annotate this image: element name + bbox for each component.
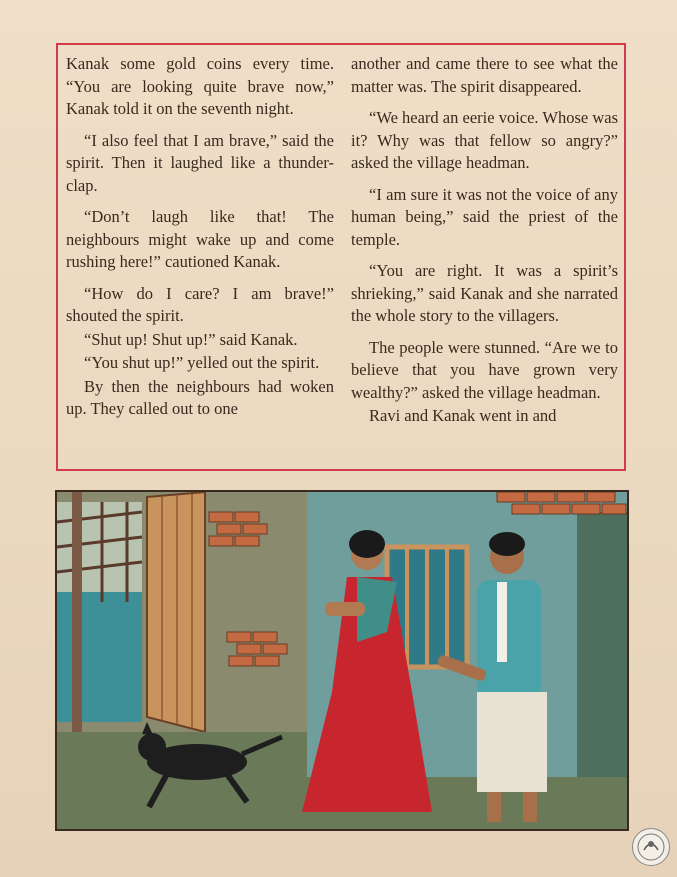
right-column — [351, 53, 618, 437]
paragraph: “You are right. It was a spirit’s shrieking,” said Kanak and she narrated the whole story to the villagers. — [351, 261, 618, 325]
left-column — [66, 53, 334, 430]
tree-trunk — [72, 492, 82, 732]
paragraph: The people were stunned. “Are we to believe that you have grown very wealthy?” asked the village headman. — [351, 337, 618, 402]
paragraph: “I also feel that I am brave,” said the spirit. Then it laughed like a thunder-clap. — [66, 130, 334, 195]
paragraph: “We heard an eerie voice. Whose was it? Why was that fellow so angry?” asked the village headman. — [351, 108, 618, 172]
paragraph: Ravi and Kanak went in and — [369, 406, 557, 425]
publisher-logo-mark — [636, 832, 666, 862]
paragraph: “How do I care? I am brave!” shouted the spirit. — [66, 283, 334, 325]
text-frame — [56, 43, 626, 471]
illustration-scene — [57, 492, 627, 829]
paragraph: another and came there to see what the matter was. The spirit disappeared. — [351, 54, 618, 96]
paragraph: “You shut up!” yelled out the spirit. — [84, 353, 320, 372]
paragraph: Kanak some gold coins every time. “You are looking quite brave now,” Kanak told it on the seventh night. — [66, 54, 334, 118]
paragraph: “I am sure it was not the voice of any human being,” said the priest of the temple. — [351, 184, 618, 249]
paragraph: “Shut up! Shut up!” said Kanak. — [84, 329, 298, 349]
open-door — [147, 492, 205, 732]
illustration — [55, 490, 629, 831]
paragraph: “Don’t laugh like that! The neighbours might wake up and come rushing here!” cautioned Kanak. — [66, 207, 334, 271]
right-door — [577, 512, 627, 777]
publisher-logo-icon — [632, 828, 670, 866]
paragraph: By then the neighbours had woken up. They called out to one — [66, 376, 334, 418]
